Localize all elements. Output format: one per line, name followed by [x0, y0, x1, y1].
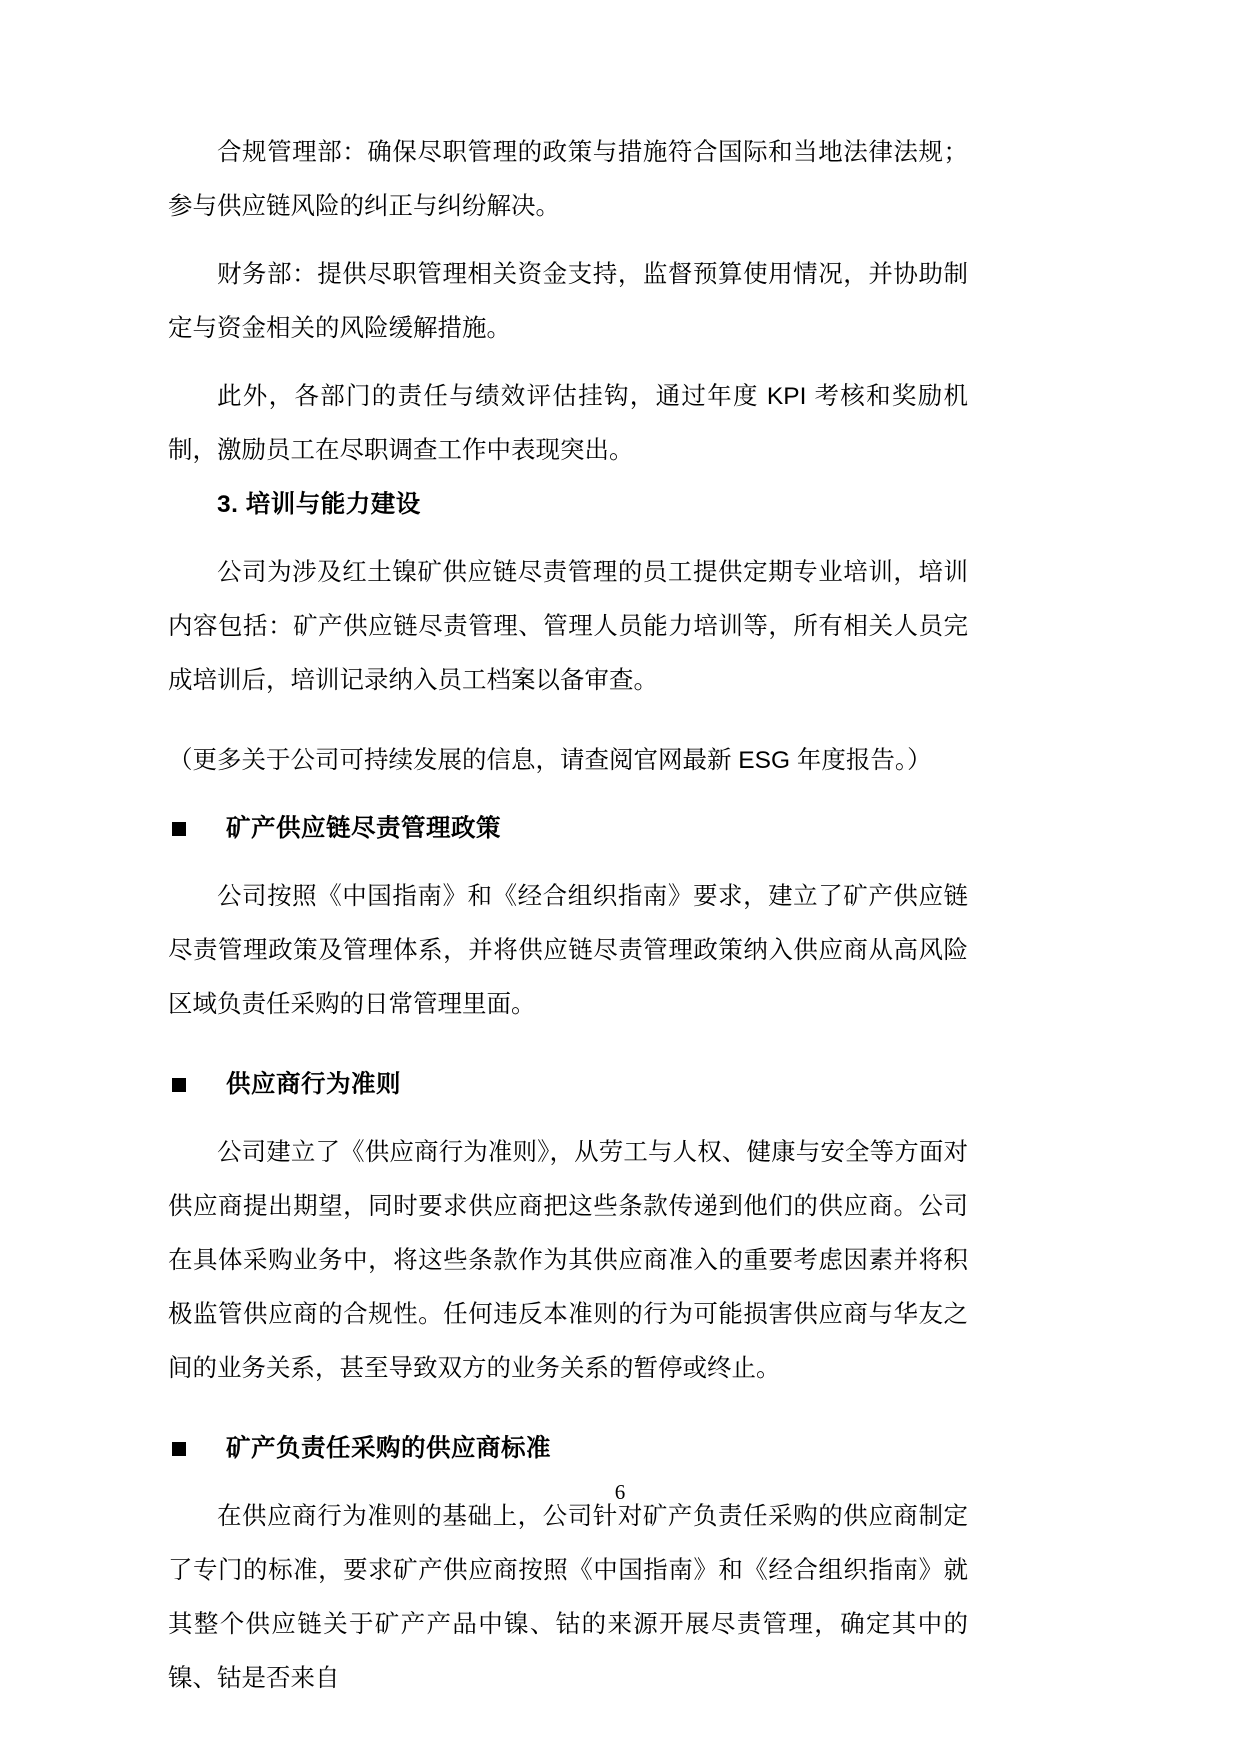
paragraph-gap [168, 1396, 968, 1422]
para-finance-department: 财务部：提供尽职管理相关资金支持，监督预算使用情况，并协助制定与资金相关的风险缓解措施。 [168, 261, 968, 342]
paragraph-gap [168, 856, 968, 870]
heading-label: 培训与能力建设 [245, 491, 421, 518]
square-bullet-icon [172, 1442, 186, 1456]
paragraph-gap [168, 234, 968, 248]
heading-label: 矿产供应链尽责管理政策 [226, 815, 501, 842]
para-code-of-conduct-detail: 公司建立了《供应商行为准则》，从劳工与人权、健康与安全等方面对供应商提出期望，同时要求供应商把这些条款传递到他们的供应商。公司在具体采购业务中，将这些条款作为其供应商准入的重要考虑因素并将积极监管供应商的合规性。任何违反本准则的行为可能损害供应商与华友之间的业务关系，甚至导致双方的业务关系的暂停或终止。 [168, 1139, 968, 1382]
heading-training-capacity [168, 478, 968, 532]
square-bullet-icon [172, 822, 186, 836]
para-kpi-incentive: 此外，各部门的责任与绩效评估挂钩，通过年度 KPI 考核和奖励机制，激励员工在尽职调查工作中表现突出。 [168, 383, 968, 464]
para-responsible-sourcing-detail: 在供应商行为准则的基础上，公司针对矿产负责任采购的供应商制定了专门的标准，要求矿产供应商按照《中国指南》和《经合组织指南》就其整个供应链关于矿产产品中镍、钴的来源开展尽责管理，确定其中的镍、钴是否来自 [168, 1503, 968, 1692]
heading-mineral-supply-chain-policy [168, 802, 968, 856]
para-training-detail: 公司为涉及红土镍矿供应链尽责管理的员工提供定期专业培训，培训内容包括：矿产供应链尽责管理、管理人员能力培训等，所有相关人员完成培训后，培训记录纳入员工档案以备审查。 [168, 559, 968, 694]
para-compliance-department: 合规管理部：确保尽职管理的政策与措施符合国际和当地法律法规；参与供应链风险的纠正与纠纷解决。 [168, 139, 968, 220]
page-number: 6 [614, 1480, 626, 1504]
para-esg-note: （更多关于公司可持续发展的信息，请查阅官网最新 ESG 年度报告。） [168, 747, 932, 774]
heading-label: 矿产负责任采购的供应商标准 [226, 1435, 551, 1462]
para-policy-detail: 公司按照《中国指南》和《经合组织指南》要求，建立了矿产供应链尽责管理政策及管理体系，并将供应链尽责管理政策纳入供应商从高风险区域负责任采购的日常管理里面。 [168, 883, 968, 1018]
paragraph-gap [168, 708, 968, 734]
paragraph-gap [168, 532, 968, 546]
paragraph-gap [168, 788, 968, 802]
paragraph-gap [168, 1032, 968, 1058]
page-content [168, 126, 968, 1706]
heading-supplier-code-of-conduct [168, 1058, 968, 1112]
square-bullet-icon [172, 1078, 186, 1092]
paragraph-gap [168, 356, 968, 370]
heading-number: 3. [217, 491, 239, 518]
heading-responsible-sourcing-standard [168, 1422, 968, 1476]
paragraph-gap [168, 1112, 968, 1126]
heading-label: 供应商行为准则 [226, 1071, 401, 1098]
